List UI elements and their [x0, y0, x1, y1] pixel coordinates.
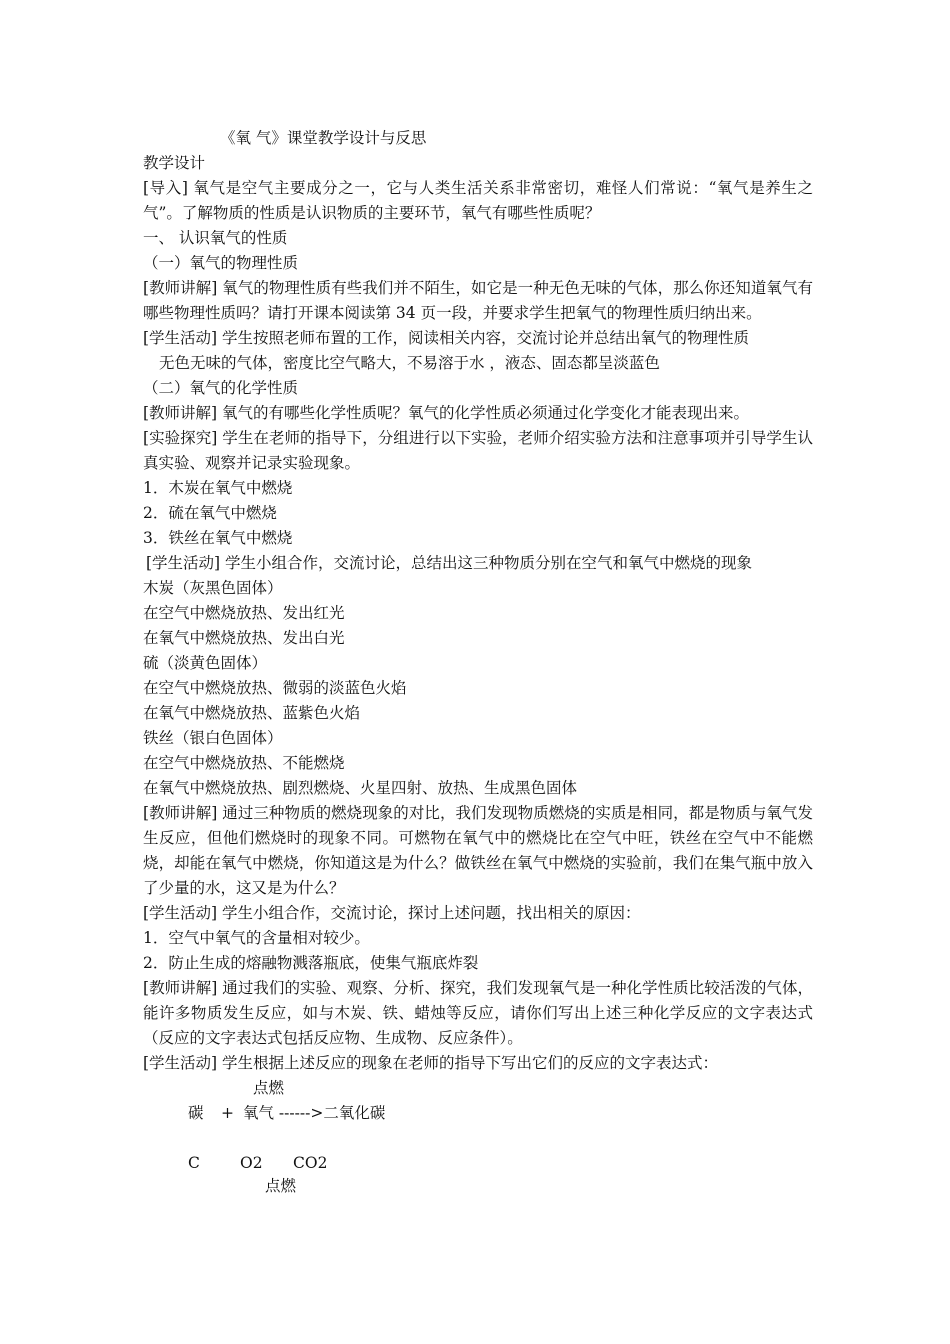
reaction-condition: 点燃	[265, 1177, 297, 1195]
equation-rest: 氧气 ------>二氧化碳	[243, 1104, 386, 1122]
symbol-carbon: C	[188, 1154, 200, 1172]
experiment-paragraph: [实验探究] 学生在老师的指导下，分组进行以下实验，老师介绍实验方法和注意事项并引导学生认真实验、观察并记录实验现象。	[143, 429, 813, 472]
combustion-phenomenon: 在空气中燃烧放热、发出红光	[143, 604, 345, 622]
student-paragraph-4: [学生活动] 学生根据上述反应的现象在老师的指导下写出它们的反应的文字表达式：	[143, 1054, 719, 1072]
word-equation	[143, 1076, 813, 1196]
combustion-phenomenon: 在空气中燃烧放热、不能燃烧	[143, 754, 345, 772]
experiment-item: 1．木炭在氧气中燃烧	[143, 479, 293, 497]
student-paragraph-2: [学生活动] 学生小组合作，交流讨论，总结出这三种物质分别在空气和氧气中燃烧的现象	[146, 554, 753, 572]
combustion-phenomenon: 在氧气中燃烧放热、蓝紫色火焰	[143, 704, 361, 722]
teacher-paragraph-2: [教师讲解] 氧气的有哪些化学性质呢？氧气的化学性质必须通过化学变化才能表现出来。	[143, 404, 750, 422]
teacher-paragraph-1: [教师讲解] 氧气的物理性质有些我们并不陌生，如它是一种无色无味的气体，那么你还知道氧气有哪些物理性质吗？请打开课本阅读第 34 页一段，并要求学生把氧气的物理性质归纳出来。	[143, 279, 813, 322]
reason-item: 1．空气中氧气的含量相对较少。	[143, 929, 370, 947]
symbol-co2: CO2	[293, 1154, 328, 1172]
section-heading: 教学设计	[143, 154, 206, 172]
combustion-substance: 木炭（灰黑色固体）	[143, 579, 283, 597]
plus-sign: +	[221, 1104, 234, 1122]
combustion-substance: 铁丝（银白色固体）	[143, 729, 283, 747]
combustion-substance: 硫（淡黄色固体）	[143, 654, 268, 672]
combustion-phenomenon: 在氧气中燃烧放热、剧烈燃烧、火星四射、放热、生成黑色固体	[143, 779, 578, 797]
combustion-phenomenon: 在氧气中燃烧放热、发出白光	[143, 629, 345, 647]
reaction-condition: 点燃	[253, 1079, 285, 1097]
document-title: 《氧 气》课堂教学设计与反思	[220, 129, 427, 147]
physical-properties: 无色无味的气体，密度比空气略大，不易溶于水 ，液态、固态都呈淡蓝色	[159, 354, 660, 372]
symbol-oxygen: O2	[240, 1154, 263, 1172]
combustion-phenomenon: 在空气中燃烧放热、微弱的淡蓝色火焰	[143, 679, 407, 697]
student-paragraph-1: [学生活动] 学生按照老师布置的工作，阅读相关内容，交流讨论并总结出氧气的物理性质	[143, 329, 750, 347]
intro-paragraph: [导入] 氧气是空气主要成分之一，它与人类生活关系非常密切，难怪人们常说：“氧气是养生之气”。了解物质的性质是认识物质的主要环节，氧气有哪些性质呢？	[143, 179, 813, 222]
document-body	[143, 126, 813, 1196]
teacher-paragraph-4: [教师讲解] 通过我们的实验、观察、分析、探究，我们发现氧气是一种化学性质比较活泼的气体，能许多物质发生反应，如与木炭、铁、蜡烛等反应，请你们写出上述三种化学反应的文字表达式（反应的文字表达式包括反应物、生成物、反应条件）。	[143, 979, 813, 1047]
heading-1-1: （一）氧气的物理性质	[143, 254, 299, 272]
experiment-item: 3．铁丝在氧气中燃烧	[143, 529, 293, 547]
heading-1-2: （二）氧气的化学性质	[143, 379, 299, 397]
student-paragraph-3: [学生活动] 学生小组合作，交流讨论，探讨上述问题，找出相关的原因：	[143, 904, 641, 922]
heading-1: 一、 认识氧气的性质	[143, 229, 288, 247]
reactant-carbon: 碳	[188, 1104, 204, 1122]
reason-item: 2．防止生成的熔融物溅落瓶底，使集气瓶底炸裂	[143, 954, 479, 972]
experiment-item: 2．硫在氧气中燃烧	[143, 504, 277, 522]
teacher-paragraph-3: [教师讲解] 通过三种物质的燃烧现象的对比，我们发现物质燃烧的实质是相同，都是物质与氧气发生反应，但他们燃烧时的现象不同。可燃物在氧气中的燃烧比在空气中旺，铁丝在空气中不能燃烧，却能在氧气中燃烧，你知道这是为什么？做铁丝在氧气中燃烧的实验前，我们在集气瓶中放入了少量的水，这又是为什么？	[143, 804, 813, 897]
